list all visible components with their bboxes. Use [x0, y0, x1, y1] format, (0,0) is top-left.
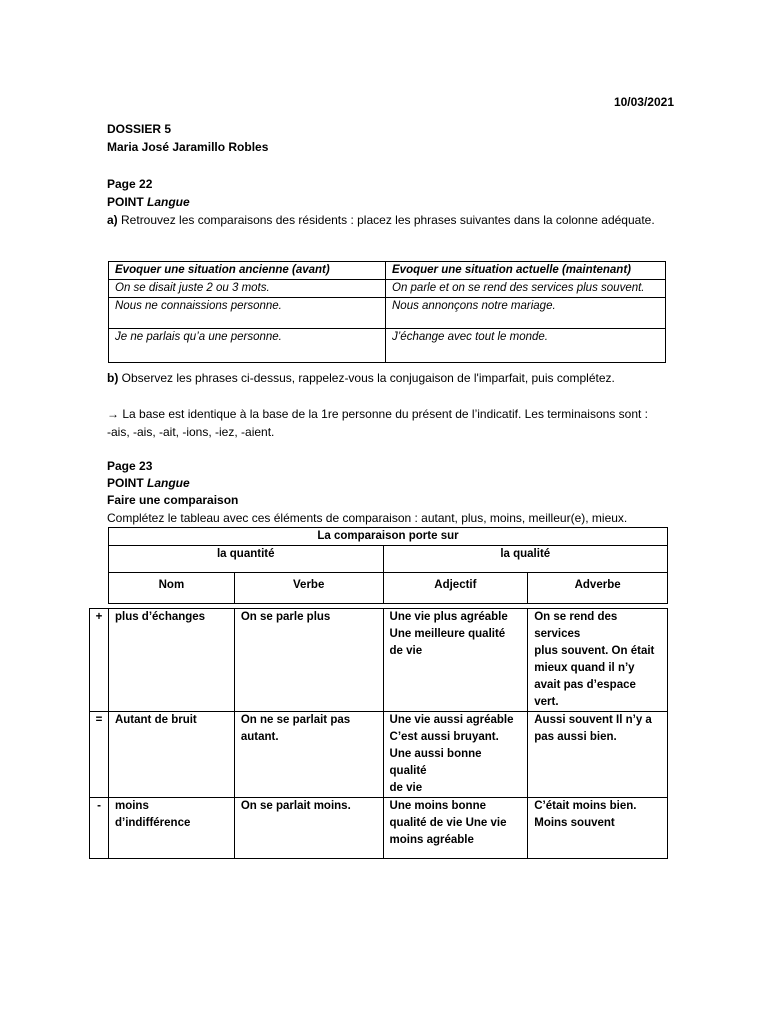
- table-header-present: Evoquer une situation actuelle (maintenant): [386, 262, 666, 280]
- student-name: Maria José Jaramillo Robles: [107, 140, 269, 154]
- table-row: [109, 298, 666, 329]
- cell-line: Une aussi bonne qualité: [389, 748, 482, 777]
- cell-line: moins: [114, 800, 149, 812]
- group-quantity: la quantité: [108, 546, 383, 573]
- answer-line-1: → La base est identique à la base de la 1re personne du présent de l’indicatif. Les terminaisons sont :: [107, 407, 649, 421]
- table-row: [90, 798, 668, 859]
- group-quality: la qualité: [383, 546, 667, 573]
- cell-line: avait pas d’espace vert.: [534, 679, 636, 708]
- cell-verbe: On se parlait moins.: [234, 798, 383, 859]
- table-cell: Nous annonçons notre mariage.: [386, 298, 666, 329]
- cell-line: moins agréable: [389, 834, 474, 846]
- question-a-label: a): [107, 213, 118, 227]
- cell-adverbe: [528, 798, 668, 859]
- cell-adjectif: [383, 798, 528, 859]
- cell-line: On se rend des services: [534, 611, 618, 640]
- page23-heading: Page 23: [107, 459, 153, 473]
- table-cell: Nous ne connaissions personne.: [109, 298, 386, 329]
- page22-point-heading: [107, 194, 190, 211]
- table-cell: Je ne parlais qu’a une personne.: [109, 329, 386, 363]
- point-langue-label: Langue: [147, 195, 190, 209]
- cell-line: autant.: [240, 731, 279, 743]
- question-a: [107, 212, 655, 229]
- page22-heading: Page 22: [107, 177, 153, 191]
- cell-line: Une moins bonne: [389, 800, 486, 812]
- col-header-verbe: Verbe: [234, 573, 383, 604]
- question-a-text: Retrouvez les comparaisons des résidents : placez les phrases suivantes dans la colonne adéquate.: [121, 213, 655, 227]
- cell-line: de vie: [389, 782, 423, 794]
- cell-line: On ne se parlait pas: [240, 714, 351, 726]
- cell-verbe: On se parle plus: [234, 609, 383, 712]
- table-row: [109, 280, 666, 298]
- cell-verbe: [234, 712, 383, 798]
- question-b-label: b): [107, 371, 119, 385]
- document-date: 10/03/2021: [613, 95, 674, 109]
- corner-blank: [90, 528, 109, 546]
- table-row: [90, 712, 668, 798]
- table-row: [109, 329, 666, 363]
- col-header-adjectif: Adjectif: [383, 573, 528, 604]
- corner-blank: [90, 546, 109, 573]
- table-cell: On se disait juste 2 ou 3 mots.: [109, 280, 386, 298]
- point-langue-label: Langue: [147, 476, 190, 490]
- cell-nom: plus d’échanges: [108, 609, 234, 712]
- cell-line: mieux quand il n’y: [534, 662, 635, 674]
- cell-line: Une meilleure qualité: [389, 628, 506, 640]
- page23-point-heading: [107, 475, 190, 492]
- point-label: POINT: [107, 476, 144, 490]
- cell-adjectif: [383, 712, 528, 798]
- col-header-nom: Nom: [108, 573, 234, 604]
- cell-nom: Autant de bruit: [108, 712, 234, 798]
- cell-line: Une vie plus agréable: [389, 611, 508, 623]
- cell-line: Moins souvent: [534, 817, 615, 829]
- cell-line: plus souvent. On était: [534, 645, 655, 657]
- cell-line: de vie: [389, 645, 423, 657]
- table-header-past: Evoquer une situation ancienne (avant): [109, 262, 386, 280]
- table-row: [90, 609, 668, 712]
- point-label: POINT: [107, 195, 144, 209]
- question-b-text: Observez les phrases ci-dessus, rappelez-vous la conjugaison de l'imparfait, puis complétez.: [121, 371, 615, 385]
- corner-blank: [90, 573, 109, 604]
- answer-line-2: -ais, -ais, -ait, -ions, -iez, -aient.: [107, 425, 275, 439]
- cell-line: d’indifférence: [114, 817, 191, 829]
- cell-adjectif: [383, 609, 528, 712]
- cell-line: Aussi souvent Il n’y a: [534, 714, 652, 726]
- cell-line: C’était moins bien.: [534, 800, 637, 812]
- sign-plus: +: [90, 609, 109, 712]
- comparison-instruction: Complétez le tableau avec ces éléments de comparaison : autant, plus, moins, meilleur(e), mieux.: [107, 511, 628, 525]
- comparison-table-p23: [89, 527, 668, 859]
- sign-minus: -: [90, 798, 109, 859]
- comparison-table-p22: [108, 261, 666, 363]
- cell-line: Une vie aussi agréable: [389, 714, 514, 726]
- sign-equal: =: [90, 712, 109, 798]
- table-cell: J’échange avec tout le monde.: [386, 329, 666, 363]
- cell-line: pas aussi bien.: [534, 731, 617, 743]
- cell-line: C’est aussi bruyant.: [389, 731, 499, 743]
- dossier-title: DOSSIER 5: [107, 122, 172, 136]
- cell-adverbe: [528, 712, 668, 798]
- col-header-adverbe: Adverbe: [528, 573, 668, 604]
- table-cell: On parle et on se rend des services plus souvent.: [386, 280, 666, 298]
- cell-line: qualité de vie Une vie: [389, 817, 507, 829]
- cell-adverbe: [528, 609, 668, 712]
- comparison-subtitle: Faire une comparaison: [107, 493, 239, 507]
- cell-nom: [108, 798, 234, 859]
- table-title: La comparaison porte sur: [108, 528, 667, 546]
- question-b: [107, 370, 615, 387]
